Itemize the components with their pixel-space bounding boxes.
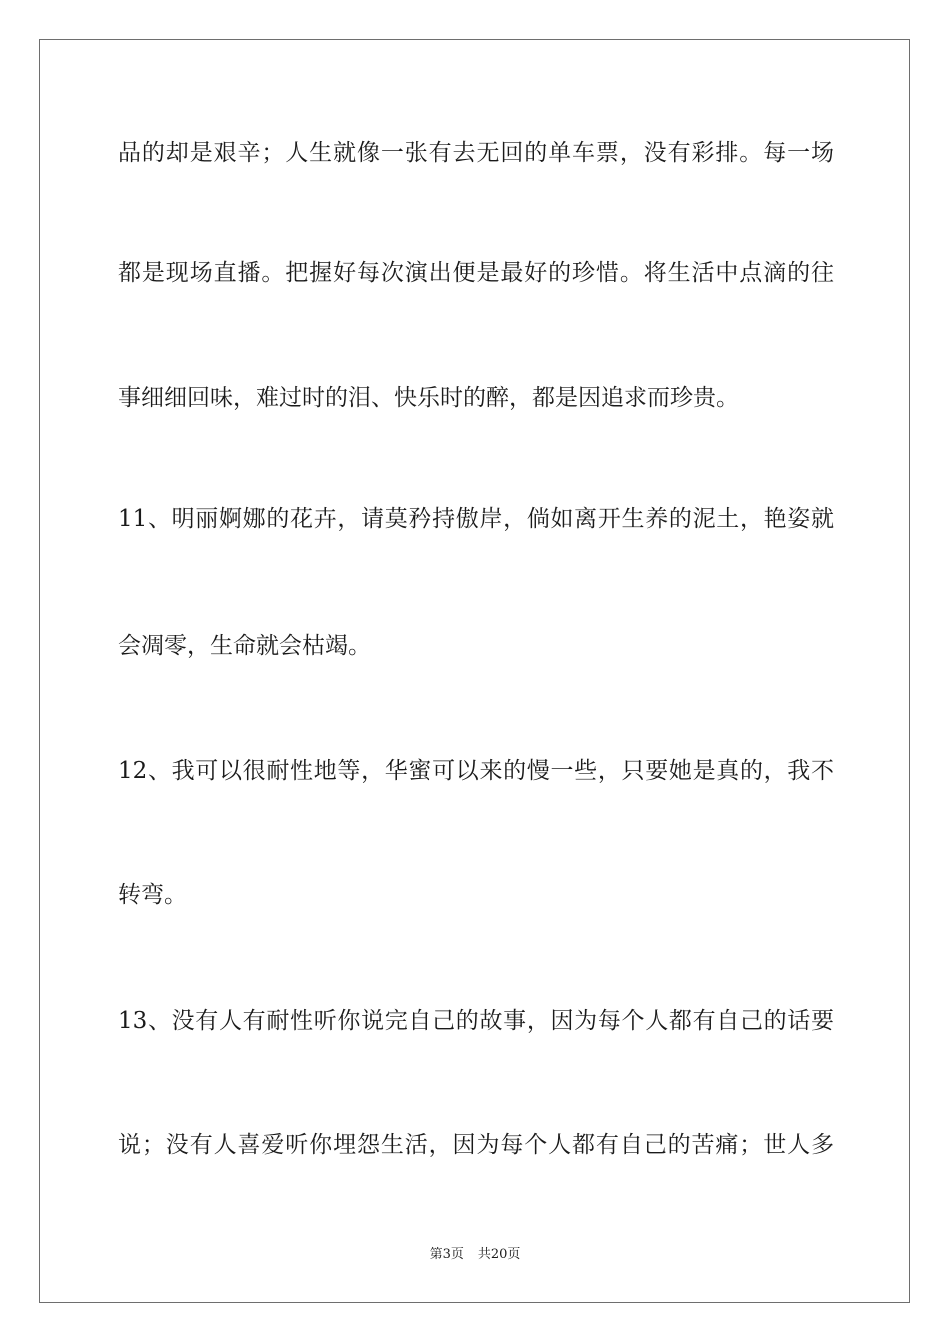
text-line: 12、我可以很耐性地等，华蜜可以来的慢一些，只要她是真的，我不 xyxy=(118,758,834,784)
text-line: 品的却是艰辛；人生就像一张有去无回的单车票，没有彩排。每一场 xyxy=(118,140,834,166)
text-line: 说；没有人喜爱听你埋怨生活，因为每个人都有自己的苦痛；世人多 xyxy=(118,1132,834,1158)
page-frame xyxy=(39,39,910,1303)
text-line: 转弯。 xyxy=(118,882,187,908)
text-line: 事细细回味，难过时的泪、快乐时的醉，都是因追求而珍贵。 xyxy=(118,385,739,411)
text-line: 11、明丽婀娜的花卉，请莫矜持傲岸，倘如离开生养的泥土，艳姿就 xyxy=(118,506,834,532)
current-page-label: 第3页 xyxy=(429,1247,464,1262)
total-pages-label: 共20页 xyxy=(477,1247,521,1262)
text-line: 都是现场直播。把握好每次演出便是最好的珍惜。将生活中点滴的往 xyxy=(118,260,834,286)
text-line: 会凋零，生命就会枯竭。 xyxy=(118,633,371,659)
text-line: 13、没有人有耐性听你说完自己的故事，因为每个人都有自己的话要 xyxy=(118,1008,834,1034)
page-footer xyxy=(0,1246,950,1264)
